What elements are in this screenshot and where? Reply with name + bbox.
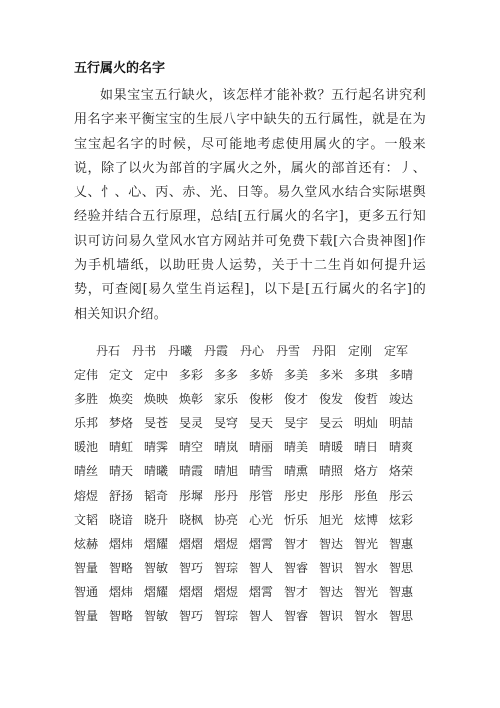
name-item: 定军	[384, 343, 409, 358]
name-item: 彤鱼	[354, 488, 379, 503]
name-item: 智才	[284, 536, 309, 551]
name-item: 晴美	[284, 440, 309, 455]
name-item: 晴岚	[214, 440, 239, 455]
name-item: 智光	[354, 584, 379, 599]
name-item: 旻灵	[179, 416, 204, 431]
name-item: 彤丹	[214, 488, 239, 503]
name-item: 丹书	[132, 343, 157, 358]
name-item: 熠熠	[179, 536, 204, 551]
name-item: 多美	[284, 368, 309, 383]
name-item: 俊才	[284, 392, 309, 407]
name-item: 熔煜	[74, 488, 99, 503]
name-item: 晴空	[179, 440, 204, 455]
name-item: 智识	[319, 609, 344, 623]
name-item: 熠霄	[249, 584, 274, 599]
name-item: 智睿	[284, 560, 309, 575]
intro-paragraph: 如果宝宝五行缺火，该怎样才能补救？五行起名讲究利用名字来平衡宝宝的生辰八字中缺失的五行属性，就是在为宝宝起名字的时候，尽可能地考虑使用属火的字。一般来说，除了以火为部首的字属火之外，属火的部首还有：丿、乂、忄、心、丙、赤、光、日等。易久堂风水结合实际堪舆经验并结合五行原理，总结[五行属火的名字]，更多五行知识可访问易久堂风水官方网站并可免费下载[六合贵神图]作为手机墙纸，以助旺贵人运势，关于十二生肖如何提升运势，可查阅[易久堂生肖运程]，以下是[五行属火的名字]的相关知识介绍。	[74, 88, 426, 322]
name-item: 彤墀	[179, 488, 204, 503]
name-item: 协亮	[214, 512, 239, 527]
document-page	[74, 60, 426, 628]
name-item: 晴照	[319, 464, 344, 479]
article-title: 五行属火的名字	[74, 61, 166, 76]
name-item: 焕映	[144, 392, 169, 407]
name-item: 晴丝	[74, 464, 99, 479]
name-item: 晴暖	[319, 440, 344, 455]
name-item: 明喆	[389, 416, 414, 431]
name-row	[74, 387, 426, 411]
name-item: 丹心	[240, 343, 265, 358]
name-item: 俊彬	[249, 392, 274, 407]
name-item: 多胜	[74, 392, 99, 407]
name-item: 韬奇	[144, 488, 169, 503]
name-item: 烙荣	[389, 464, 414, 479]
name-item: 彤彤	[319, 488, 344, 503]
name-item: 乐邦	[74, 416, 99, 431]
name-item: 晴天	[109, 464, 134, 479]
name-row	[74, 459, 426, 483]
name-item: 旻穹	[214, 416, 239, 431]
name-item: 智思	[389, 609, 414, 623]
name-item: 智量	[74, 609, 99, 623]
name-item: 明灿	[354, 416, 379, 431]
name-item: 彤史	[284, 488, 309, 503]
name-item: 彤云	[389, 488, 414, 503]
name-item: 智水	[354, 560, 379, 575]
name-item: 多米	[319, 368, 344, 383]
name-item: 多晴	[389, 368, 414, 383]
name-item: 心光	[249, 512, 274, 527]
name-item: 定刚	[348, 343, 373, 358]
name-item: 智人	[249, 560, 274, 575]
name-item: 熠熠	[179, 584, 204, 599]
name-item: 旻苍	[144, 416, 169, 431]
name-item: 智巧	[179, 609, 204, 623]
name-item: 智量	[74, 560, 99, 575]
name-item: 多多	[214, 368, 239, 383]
name-item: 智敏	[144, 609, 169, 623]
name-item: 旻天	[249, 416, 274, 431]
name-item: 旻宇	[284, 416, 309, 431]
name-item: 晴熏	[284, 464, 309, 479]
name-item: 焕奕	[109, 392, 134, 407]
name-item: 晴曦	[144, 464, 169, 479]
name-item: 晴日	[354, 440, 379, 455]
name-item: 智光	[354, 536, 379, 551]
name-item: 丹雪	[276, 343, 301, 358]
name-row	[74, 411, 426, 435]
name-item: 舒扬	[109, 488, 134, 503]
name-item: 忻乐	[284, 512, 309, 527]
name-row	[74, 604, 426, 628]
name-item: 晴霞	[179, 464, 204, 479]
name-item: 智达	[319, 536, 344, 551]
name-item: 丹阳	[312, 343, 337, 358]
name-item: 晴霁	[144, 440, 169, 455]
name-item: 晴雪	[249, 464, 274, 479]
name-item: 智通	[74, 584, 99, 599]
name-row	[74, 580, 426, 604]
name-item: 竣达	[389, 392, 414, 407]
name-item: 炫彩	[389, 512, 414, 527]
name-row	[74, 363, 426, 387]
name-item: 晴丽	[249, 440, 274, 455]
name-item: 文韬	[74, 512, 99, 527]
name-item: 智识	[319, 560, 344, 575]
name-item: 智达	[319, 584, 344, 599]
name-item: 炫博	[354, 512, 379, 527]
name-item: 晴旭	[214, 464, 239, 479]
name-item: 俊哲	[354, 392, 379, 407]
name-item: 智睿	[284, 609, 309, 623]
name-item: 晴爽	[389, 440, 414, 455]
name-row	[74, 508, 426, 532]
name-item: 彤管	[249, 488, 274, 503]
name-item: 晓升	[144, 512, 169, 527]
name-row	[74, 339, 426, 363]
name-row	[74, 532, 426, 556]
name-item: 晓枫	[179, 512, 204, 527]
name-item: 丹曦	[168, 343, 193, 358]
name-item: 智思	[389, 560, 414, 575]
name-item: 炫赫	[74, 536, 99, 551]
name-item: 智巧	[179, 560, 204, 575]
name-item: 定中	[144, 368, 169, 383]
name-item: 暖池	[74, 440, 99, 455]
name-item: 智琮	[214, 560, 239, 575]
name-item: 智惠	[389, 584, 414, 599]
name-item: 熠煜	[214, 536, 239, 551]
name-item: 智略	[109, 560, 134, 575]
name-item: 熠煜	[214, 584, 239, 599]
name-item: 智敏	[144, 560, 169, 575]
name-item: 熠耀	[144, 536, 169, 551]
name-item: 焕彰	[179, 392, 204, 407]
name-row	[74, 556, 426, 580]
name-item: 智人	[249, 609, 274, 623]
name-item: 定伟	[74, 368, 99, 383]
name-item: 旭光	[319, 512, 344, 527]
name-item: 智略	[109, 609, 134, 623]
name-item: 熠霄	[249, 536, 274, 551]
name-item: 多琪	[354, 368, 379, 383]
name-item: 家乐	[214, 392, 239, 407]
name-item: 梦烙	[109, 416, 134, 431]
name-item: 智琮	[214, 609, 239, 623]
name-item: 烙方	[354, 464, 379, 479]
name-row	[74, 435, 426, 459]
name-item: 熠耀	[144, 584, 169, 599]
name-item: 俊发	[319, 392, 344, 407]
name-row	[74, 484, 426, 508]
name-item: 熠炜	[109, 536, 134, 551]
name-item: 晴虹	[109, 440, 134, 455]
name-item: 熠炜	[109, 584, 134, 599]
name-item: 丹石	[96, 343, 121, 358]
name-list	[74, 339, 426, 628]
name-item: 定文	[109, 368, 134, 383]
name-item: 多彩	[179, 368, 204, 383]
name-item: 智才	[284, 584, 309, 599]
name-item: 多娇	[249, 368, 274, 383]
name-item: 智水	[354, 609, 379, 623]
name-item: 旻云	[319, 416, 344, 431]
name-item: 智惠	[389, 536, 414, 551]
name-item: 晓谙	[109, 512, 134, 527]
name-item: 丹霞	[204, 343, 229, 358]
